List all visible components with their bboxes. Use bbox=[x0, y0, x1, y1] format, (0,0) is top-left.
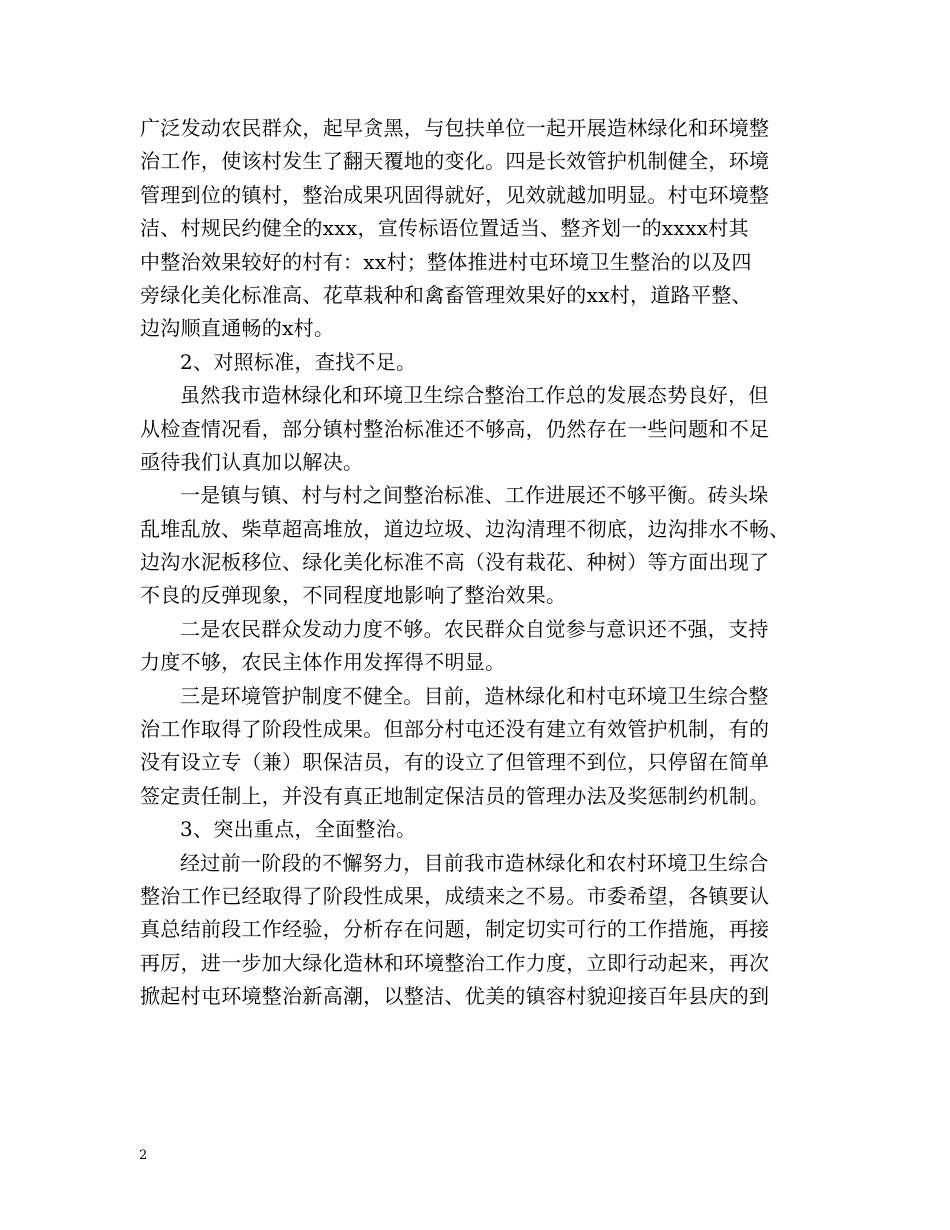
text-line: 治工作，使该村发生了翻天覆地的变化。四是长效管护机制健全，环境 bbox=[140, 149, 770, 174]
page-number: 2 bbox=[139, 1148, 148, 1163]
text-line: 再厉，进一步加大绿化造林和环境整治工作力度，立即行动起来，再次 bbox=[140, 950, 770, 975]
text-line: 掀起村屯环境整治新高潮，以整洁、优美的镇容村貌迎接百年县庆的到 bbox=[140, 984, 770, 1009]
text-line: 三是环境管护制度不健全。目前，造林绿化和村屯环境卫生综合整 bbox=[180, 683, 769, 708]
text-line: 管理到位的镇村，整治成果巩固得就好，见效就越加明显。村屯环境整 bbox=[140, 182, 770, 207]
document-body bbox=[140, 112, 830, 1014]
text-line: 洁、村规民约健全的xxx，宣传标语位置适当、整齐划一的xxxx村其 bbox=[140, 216, 749, 241]
text-line: 广泛发动农民群众，起早贪黑，与包扶单位一起开展造林绿化和环境整 bbox=[140, 116, 770, 140]
text-line: 边沟水泥板移位、绿化美化标准不高（没有栽花、种树）等方面出现了 bbox=[140, 550, 770, 575]
text-line: 签定责任制上，并没有真正地制定保洁员的管理办法及奖惩制约机制。 bbox=[140, 783, 770, 808]
text-line: 二是农民群众发动力度不够。农民群众自觉参与意识还不强，支持 bbox=[180, 616, 769, 641]
text-line: 没有设立专（兼）职保洁员，有的设立了但管理不到位，只停留在简单 bbox=[140, 750, 770, 775]
text-line: 旁绿化美化标准高、花草栽种和禽畜管理效果好的xx村，道路平整、 bbox=[140, 282, 752, 307]
text-line: 虽然我市造林绿化和环境卫生综合整治工作总的发展态势良好，但 bbox=[180, 383, 769, 408]
text-line: 整治工作已经取得了阶段性成果，成绩来之不易。市委希望，各镇要认 bbox=[140, 883, 770, 908]
text-line: 经过前一阶段的不懈努力，目前我市造林绿化和农村环境卫生综合 bbox=[180, 850, 769, 875]
text-line: 治工作取得了阶段性成果。但部分村屯还没有建立有效管护机制，有的 bbox=[140, 717, 770, 742]
text-line: 真总结前段工作经验，分析存在问题，制定切实可行的工作措施，再接 bbox=[140, 917, 770, 942]
text-line: 不良的反弹现象，不同程度地影响了整治效果。 bbox=[140, 583, 567, 608]
text-line: 2、对照标准，查找不足。 bbox=[180, 349, 417, 374]
text-line: 从检查情况看，部分镇村整治标准还不够高，仍然存在一些问题和不足 bbox=[140, 416, 770, 441]
text-line: 3、突出重点，全面整治。 bbox=[180, 817, 417, 842]
text-line: 亟待我们认真加以解决。 bbox=[140, 449, 364, 474]
text-line: 乱堆乱放、柴草超高堆放，道边垃圾、边沟清理不彻底，边沟排水不畅、 bbox=[140, 516, 790, 541]
text-line: 中整治效果较好的村有：xx村；整体推进村屯环境卫生整治的以及四 bbox=[140, 249, 752, 274]
text-line: 力度不够，农民主体作用发挥得不明显。 bbox=[140, 650, 506, 675]
text-line: 边沟顺直通畅的x村。 bbox=[140, 316, 335, 341]
text-line: 一是镇与镇、村与村之间整治标准、工作进展还不够平衡。砖头垛 bbox=[180, 483, 769, 508]
